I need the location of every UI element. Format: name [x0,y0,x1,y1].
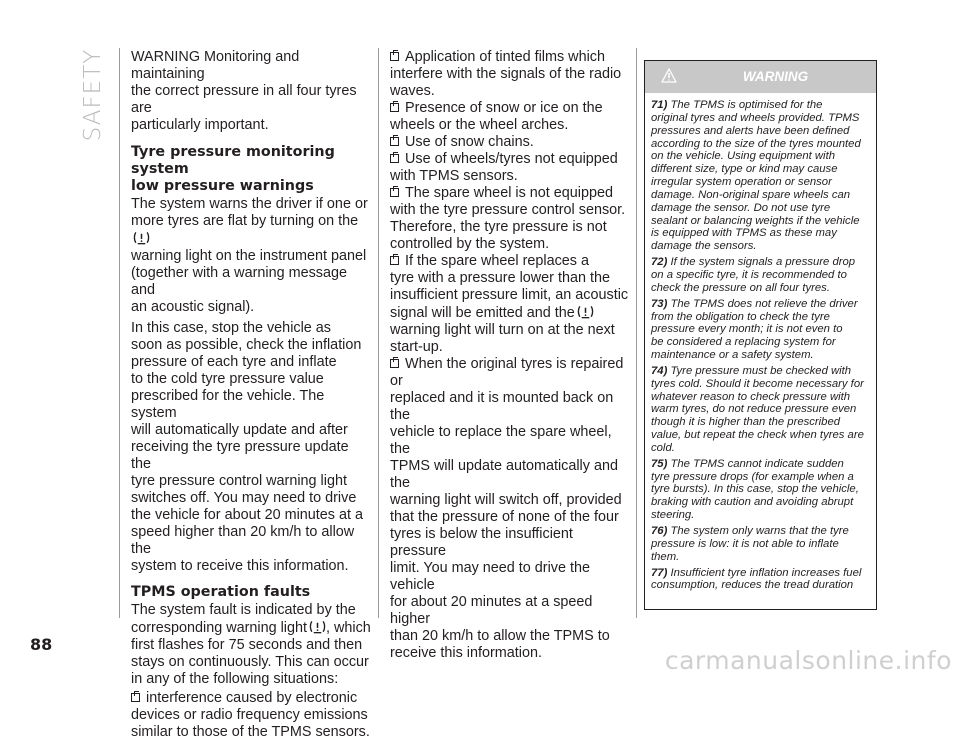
text-line: with the tyre pressure control sensor. [390,202,626,218]
note-number: 73) [651,297,671,310]
note-line: damage the sensor. Do not use tyre [651,201,831,214]
bullet-snow-ice [390,100,630,134]
text-line: similar to those of the TPMS sensors. [131,724,370,740]
text-line: system to receive this information. [131,558,349,574]
text-line: than 20 km/h to allow the TPMS to [390,628,610,644]
note-line: The TPMS does not relieve the driver [670,297,858,310]
text-line: interference caused by electronic [146,690,358,706]
column-divider-middle [378,48,379,618]
text-line: insufficient pressure limit, an acoustic [390,287,629,303]
text-line: particularly important. [131,117,269,133]
heading-line: low pressure warnings [131,178,314,194]
text-line: soon as possible, check the inflation [131,337,362,353]
warning-note [651,99,871,253]
note-line: tyre pressure drops (for example when a [651,470,854,483]
text-line: in any of the following situations: [131,671,339,687]
column-divider-left [119,48,120,618]
text-line: The spare wheel is not equipped [405,185,614,201]
warning-note [651,298,871,362]
text-line: receive this information. [390,645,542,661]
note-number: 74) [651,364,671,377]
note-line: Insufficient tyre inflation increases fuel [670,566,862,579]
text-line: for about 20 minutes at a speed higher [390,594,593,627]
text-line: start-up. [390,339,443,355]
heading-low-pressure-warnings [131,144,371,195]
note-number: 71) [651,99,671,111]
note-number: 77) [651,566,671,579]
note-number: 76) [651,525,671,537]
bullet-checkbox-icon [390,154,399,163]
note-line: cold. [651,441,675,454]
bullet-snow-chains [390,134,630,151]
text-line: waves. [390,83,435,99]
note-number: 72) [651,256,671,269]
text-column-2 [390,49,630,662]
text-line: Use of snow chains. [405,134,534,150]
low-pressure-paragraph [131,196,371,316]
section-tab-label: SAFETY [80,48,106,142]
text-line: the correct pressure in all four tyres are [131,83,357,116]
note-line: on a specific tyre, it is recommended to [651,268,847,281]
warning-note [651,458,871,522]
bullet-checkbox-icon [131,693,140,702]
note-line: The system only warns that the tyre [670,525,849,537]
text-line: with TPMS sensors. [390,168,518,184]
text-line: that the pressure of none of the four [390,509,619,525]
text-line: Application of tinted films which [405,49,605,65]
note-line: braking with caution and avoiding abrupt [651,496,854,509]
bullet-checkbox-icon [390,256,399,265]
text-line: receiving the tyre pressure update the [131,439,349,472]
text-line: limit. You may need to drive the vehicle [390,560,590,593]
watermark: carmanualsonline.info [664,646,952,675]
note-line: warm tyres, do not reduce pressure even [651,403,857,416]
note-line: pressures and alerts have been defined [651,124,850,137]
text-line: vehicle to replace the spare wheel, the [390,424,612,457]
note-line: The TPMS cannot indicate sudden [670,457,844,470]
text-line: stays on continuously. This can occur [131,654,369,670]
text-line: warning light will turn on at the next [390,322,615,338]
note-line: tyre bursts). In this case, stop the vehicle, [651,483,859,496]
text-line: tyres is below the insufficient pressure [390,526,573,559]
note-line: consumption, reduces the tread duration [651,579,854,592]
tpms-warning-icon [133,230,150,246]
text-column-1 [131,49,371,741]
text-line: Therefore, the tyre pressure is not [390,219,607,235]
text-line: TPMS will update automatically and the [390,458,618,491]
note-line: irregular system operation or sensor [651,176,832,189]
text-line: In this case, stop the vehicle as [131,320,331,336]
warning-note [651,256,871,295]
note-line: pressure is low: it is not able to inflate [651,537,839,550]
text-line: warning light will switch off, provided [390,492,622,508]
heading-line: Tyre pressure monitoring system [131,144,335,177]
text-line: interfere with the signals of the radio [390,66,622,82]
note-line: steering. [651,509,695,522]
note-line: be considered a replacing system for [651,336,836,349]
text-line: When the original tyres is repaired or [390,356,624,389]
text-line: Use of wheels/tyres not equipped [405,151,618,167]
tpms-warning-icon [577,304,594,320]
column-divider-right [636,48,637,618]
note-line: is equipped with TPMS as these may [651,227,837,240]
text-line: replaced and it is mounted back on the [390,390,614,423]
note-line: Tyre pressure must be checked with [670,364,852,377]
note-line: according to the size of the tyres mounted [651,137,861,150]
warning-title: WARNING [742,69,809,84]
note-line: maintenance or a safety system. [651,349,814,362]
bullet-checkbox-icon [390,52,399,61]
text-line: tyre pressure control warning light [131,473,347,489]
bullet-checkbox-icon [390,103,399,112]
text-line: warning light on the instrument panel [131,248,367,264]
text-line: more tyres are flat by turning on the [131,213,359,229]
text-line: If the spare wheel replaces a [405,253,589,269]
warning-note [651,525,871,564]
text-line: (together with a warning message and [131,265,347,298]
note-line: damage. Non-original spare wheels can [651,188,851,201]
warning-header [645,61,876,93]
note-number: 75) [651,457,671,470]
fault-paragraph: The system fault is indicated by the corresponding warning light , which first flashes for 75 seconds and then stays on continuously. This can occur in any of the following situations: [131,602,371,687]
bullet-tinted-films [390,49,630,100]
text-line: The system warns the driver if one or [131,196,368,212]
text-line: tyre with a pressure lower than the [390,270,610,286]
stop-vehicle-paragraph [131,320,371,575]
tpms-warning-icon [309,619,326,635]
note-line: check the pressure on all four tyres. [651,281,830,294]
warning-box [644,60,877,610]
text-line: devices or radio frequency emissions [131,707,368,723]
text-line: wheels or the wheel arches. [390,117,569,133]
bullet-checkbox-icon [390,188,399,197]
text-line: the vehicle for about 20 minutes at a [131,507,363,523]
note-line: though it is higher than the prescribed [651,416,841,429]
text-line: prescribed for the vehicle. The system [131,388,325,421]
bullet-interference [131,690,371,741]
note-line: damage the sensors. [651,240,757,253]
note-line: different size, type or kind may cause [651,163,838,176]
text-line: WARNING Monitoring and maintaining [131,49,300,82]
intro-paragraph [131,49,371,134]
warning-note [651,567,871,593]
note-line: them. [651,550,680,563]
bullet-spare-wheel-no-sensor [390,185,630,253]
text-line: controlled by the system. [390,236,550,252]
note-line: The TPMS is optimised for the [670,99,823,111]
note-line: tyres cold. Should it become necessary for [651,377,864,390]
section-tab [78,48,108,142]
bullet-original-tyres-repaired [390,356,630,662]
text-line: will automatically update and after [131,422,348,438]
note-line: original tyres and wheels provided. TPMS [651,111,860,124]
bullet-wheels-without-sensors [390,151,630,185]
text-line: pressure of each tyre and inflate [131,354,337,370]
page-number: 88 [30,635,53,654]
note-line: from the obligation to check the tyre [651,310,830,323]
note-line: value, but repeat the check when tyres are [651,429,864,442]
text-line: first flashes for 75 seconds and then [131,637,363,653]
text-line: to the cold tyre pressure value [131,371,324,387]
heading-tpms-operation-faults: TPMS operation faults [131,584,311,600]
bullet-spare-wheel-replaces: If the spare wheel replaces a tyre with a pressure lower than the insufficient pressure limit, an acoustic signal will be emitted and the warning light will turn on at the next start-up. [390,253,629,355]
text-line: switches off. You may need to drive [131,490,357,506]
text-line: an acoustic signal). [131,299,255,315]
warning-note [651,365,871,455]
text-line: Presence of snow or ice on the [405,100,603,116]
bullet-checkbox-icon [390,359,399,368]
note-line: on the vehicle. Using equipment with [651,150,835,163]
note-line: whatever reason to check pressure with [651,390,851,403]
note-line: sealant or balancing weights if the vehicle [651,214,860,227]
warning-notes [645,93,876,592]
bullet-checkbox-icon [390,137,399,146]
note-line: pressure every month; it is not even to [651,323,843,336]
text-line: speed higher than 20 km/h to allow the [131,524,355,557]
note-line: If the system signals a pressure drop [670,256,856,269]
